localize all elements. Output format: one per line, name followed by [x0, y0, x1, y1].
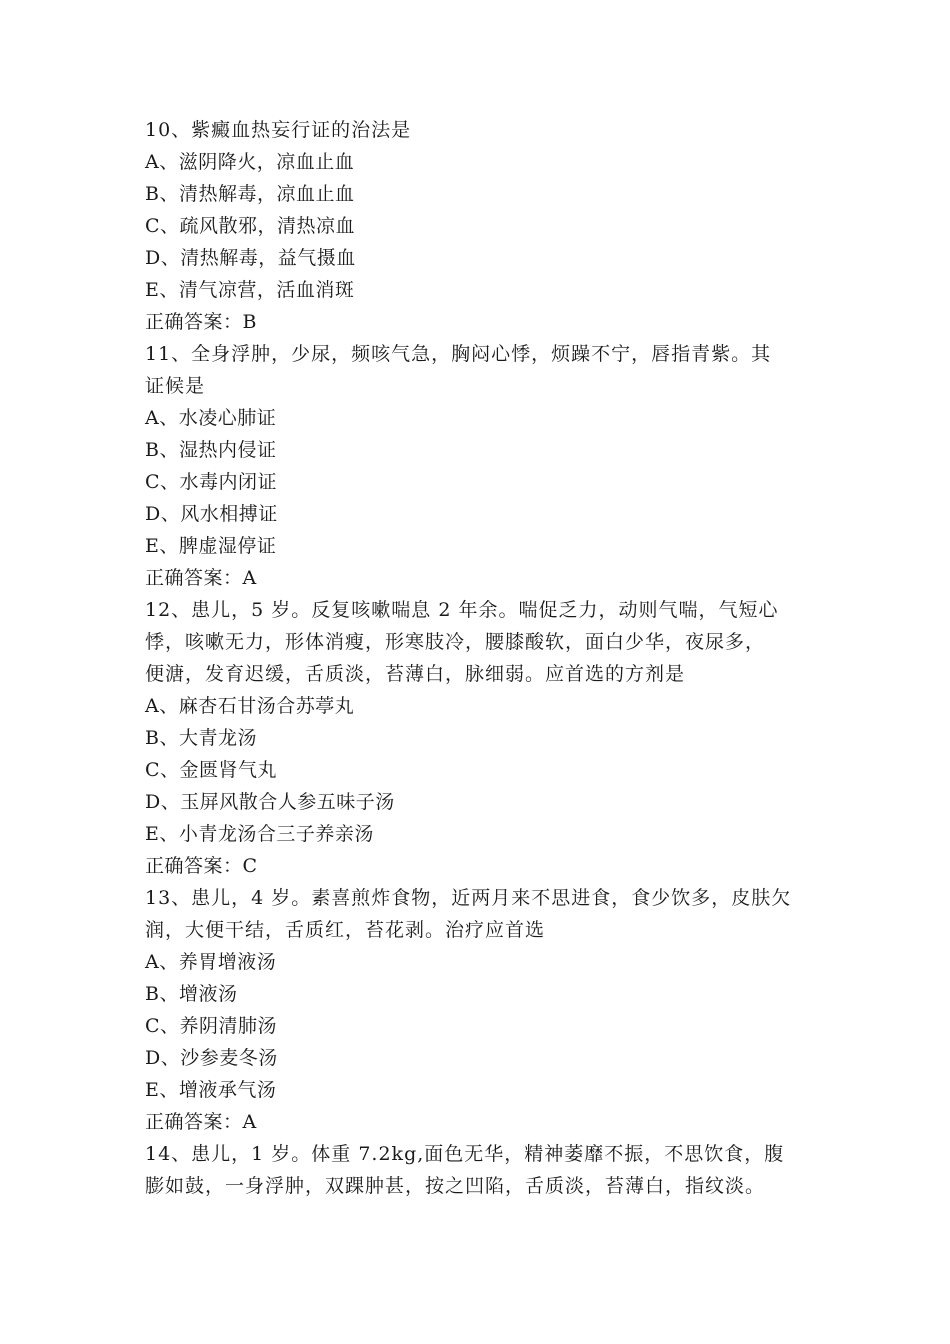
- stem-line: 13、患儿，4 岁。素喜煎炸食物，近两月来不思进食，食少饮多，皮肤欠: [145, 887, 792, 909]
- option-c: C、疏风散邪，清热凉血: [145, 215, 356, 237]
- stem-line: 证候是: [145, 375, 206, 397]
- document-page: [145, 114, 810, 1202]
- correct-answer: 正确答案：B: [145, 311, 257, 333]
- correct-answer: 正确答案：A: [145, 567, 257, 589]
- option-d: D、风水相搏证: [145, 503, 278, 525]
- stem-line: 11、全身浮肿，少尿，频咳气急，胸闷心悸，烦躁不宁，唇指青紫。其: [145, 343, 772, 365]
- question-stem: [145, 114, 810, 146]
- option-b: B、清热解毒，凉血止血: [145, 183, 355, 205]
- question-10: [145, 114, 810, 338]
- question-12: [145, 594, 810, 882]
- question-stem: [145, 594, 810, 690]
- question-11: [145, 338, 810, 594]
- option-a: A、滋阴降火，凉血止血: [145, 151, 355, 173]
- option-c: C、水毒内闭证: [145, 471, 278, 493]
- question-stem: [145, 338, 810, 402]
- option-a: A、养胃增液汤: [145, 951, 277, 973]
- option-a: A、水凌心肺证: [145, 407, 277, 429]
- stem-line: 便溏，发育迟缓，舌质淡，苔薄白，脉细弱。应首选的方剂是: [145, 663, 686, 685]
- option-e: E、增液承气汤: [145, 1079, 277, 1101]
- correct-answer: 正确答案：A: [145, 1111, 257, 1133]
- stem-line: 润，大便干结，舌质红，苔花剥。治疗应首选: [145, 919, 546, 941]
- option-d: D、玉屏风散合人参五味子汤: [145, 791, 395, 813]
- option-c: C、养阴清肺汤: [145, 1015, 278, 1037]
- option-e: E、脾虚湿停证: [145, 535, 277, 557]
- question-stem: [145, 1138, 810, 1202]
- option-b: B、增液汤: [145, 983, 238, 1005]
- question-stem: [145, 882, 810, 946]
- option-e: E、小青龙汤合三子养亲汤: [145, 823, 374, 845]
- stem-line: 12、患儿，5 岁。反复咳嗽喘息 2 年余。喘促乏力，动则气喘，气短心: [145, 599, 779, 621]
- stem-line: 膨如鼓，一身浮肿，双踝肿甚，按之凹陷，舌质淡，苔薄白，指纹淡。: [145, 1175, 766, 1197]
- option-e: E、清气凉营，活血消斑: [145, 279, 355, 301]
- option-a: A、麻杏石甘汤合苏葶丸: [145, 695, 355, 717]
- correct-answer: 正确答案：C: [145, 855, 258, 877]
- question-13: [145, 882, 810, 1138]
- option-b: B、大青龙汤: [145, 727, 257, 749]
- option-d: D、沙参麦冬汤: [145, 1047, 278, 1069]
- stem-line: 14、患儿，1 岁。体重 7.2kg,面色无华，精神萎靡不振，不思饮食，腹: [145, 1143, 785, 1165]
- option-c: C、金匮肾气丸: [145, 759, 278, 781]
- question-14: [145, 1138, 810, 1202]
- option-d: D、清热解毒，益气摄血: [145, 247, 356, 269]
- option-b: B、湿热内侵证: [145, 439, 277, 461]
- stem-line: 10、紫癜血热妄行证的治法是: [145, 119, 412, 141]
- stem-line: 悸，咳嗽无力，形体消瘦，形寒肢冷，腰膝酸软，面白少华，夜尿多，: [145, 631, 766, 653]
